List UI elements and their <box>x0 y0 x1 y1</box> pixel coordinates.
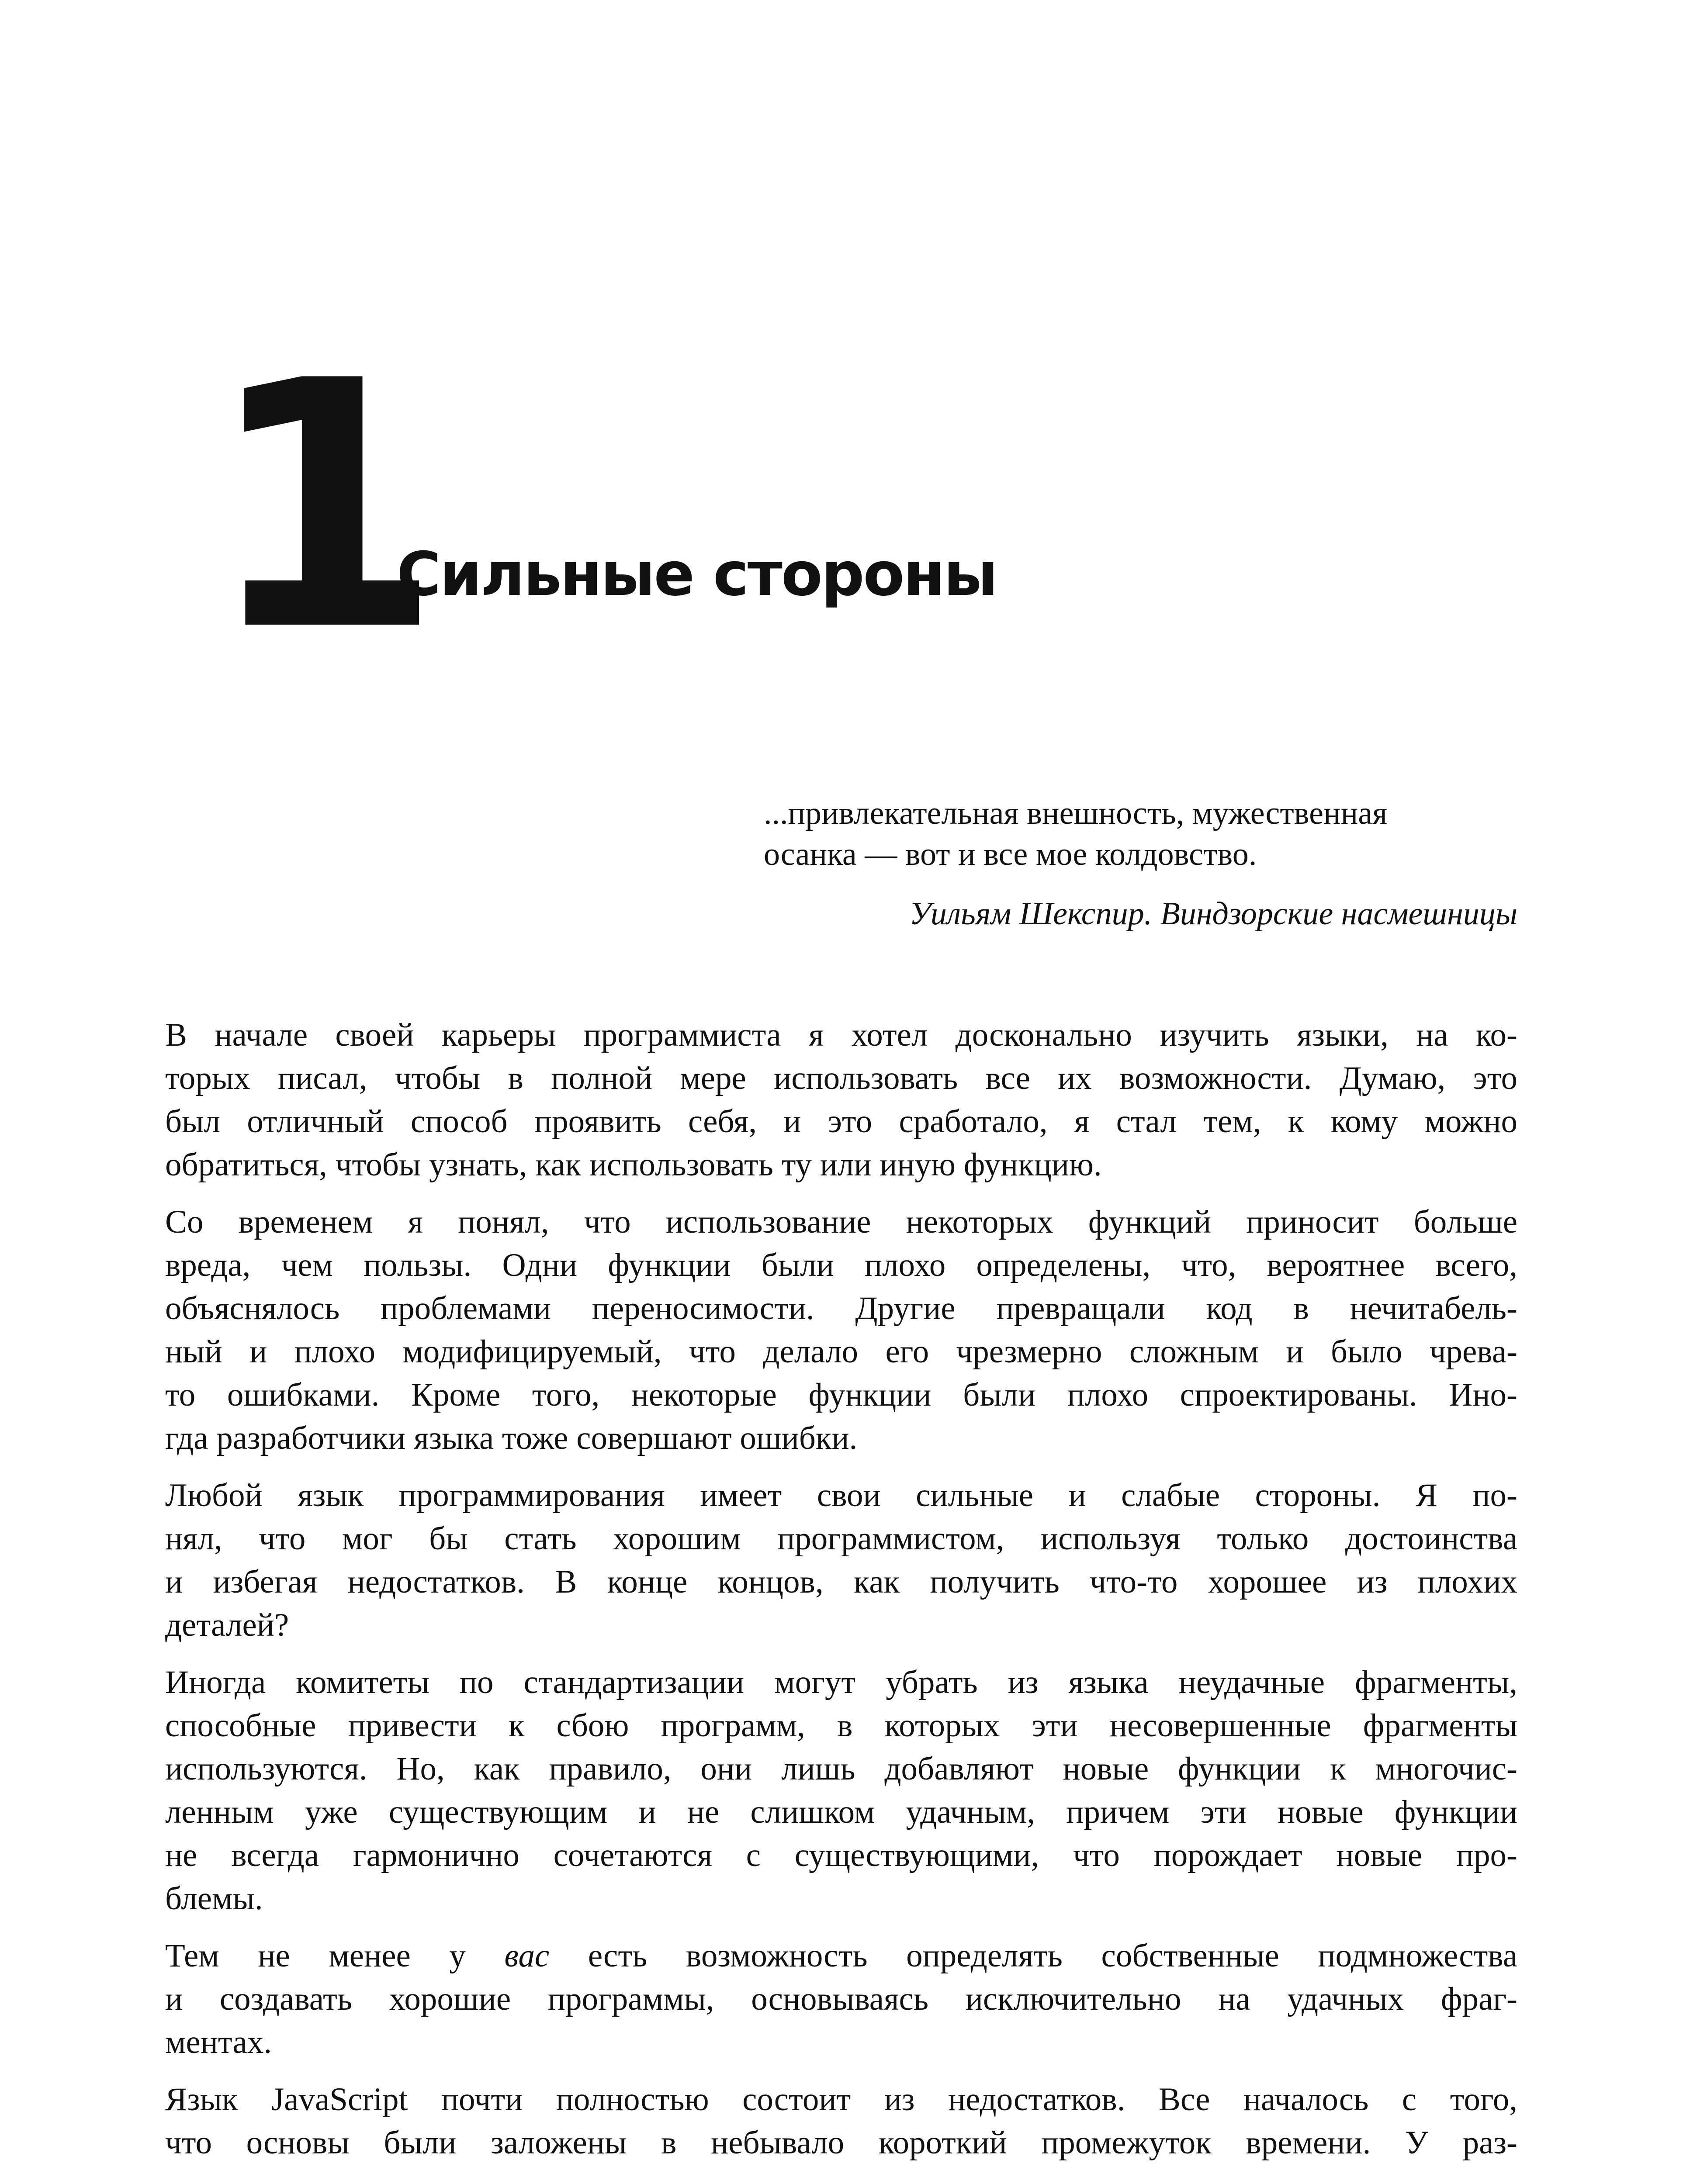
text-line: был отличный способ проявить себя, и это сработало, я стал тем, к кому можно <box>165 1103 1517 1140</box>
text-line: торых писал, чтобы в полной мере использовать все их возможности. Думаю, это <box>165 1060 1517 1096</box>
chapter-title: Сильные стороны <box>397 539 997 609</box>
text-line: вреда, чем пользы. Одни функции были плохо определены, что, вероятнее всего, <box>165 1247 1517 1283</box>
text-line: ментах. <box>165 2024 272 2060</box>
text-line: гда разработчики языка тоже совершают ошибки. <box>165 1420 858 1456</box>
paragraph <box>165 1474 1517 1647</box>
text-line: и избегая недостатков. В конце концов, как получить что-то хорошее из плохих <box>165 1564 1517 1600</box>
text-line: Иногда комитеты по стандартизации могут убрать из языка неудачные фрагменты, <box>165 1664 1517 1700</box>
paragraph <box>165 1661 1517 1920</box>
emphasis-text: вас <box>504 1938 550 1974</box>
chapter-number: 1 <box>205 308 434 705</box>
text-line: объяснялось проблемами переносимости. Другие превращали код в нечитабель- <box>165 1290 1517 1327</box>
text-line: В начале своей карьеры программиста я хотел досконально изучить языки, на ко- <box>165 1017 1517 1053</box>
text-line: ленным уже существующим и не слишком удачным, причем эти новые функции <box>165 1794 1517 1830</box>
text-line: и создавать хорошие программы, основываясь исключительно на удачных фраг- <box>165 1981 1517 2017</box>
epigraph-line: ...привлекательная внешность, мужественная <box>764 795 1388 831</box>
text-line <box>165 1934 1517 1977</box>
epigraph-attribution: Уильям Шекспир. Виндзорские насмешницы <box>909 896 1517 932</box>
text-line: то ошибками. Кроме того, некоторые функции были плохо спроектированы. Ино- <box>165 1377 1517 1413</box>
text-line: что основы были заложены в небывало короткий промежуток времени. У раз- <box>165 2125 1517 2161</box>
text-line: способные привести к сбою программ, в которых эти несовершенные фрагменты <box>165 1707 1517 1744</box>
paragraph <box>165 2078 1517 2164</box>
epigraph <box>764 793 1517 934</box>
text-line: обратиться, чтобы узнать, как использовать ту или иную функцию. <box>165 1147 1102 1183</box>
text-line: деталей? <box>165 1607 289 1643</box>
paragraph <box>165 1200 1517 1460</box>
text-line: Со временем я понял, что использование некоторых функций приносит больше <box>165 1204 1517 1240</box>
text-line: не всегда гармонично сочетаются с существующими, что порождает новые про- <box>165 1837 1517 1873</box>
text-line: блемы. <box>165 1880 263 1917</box>
text-line: ный и плохо модифицируемый, что делало его чрезмерно сложным и было чрева- <box>165 1334 1517 1370</box>
paragraph <box>165 1934 1517 2064</box>
epigraph-line: осанка — вот и все мое колдовство. <box>764 836 1257 872</box>
text-line: нял, что мог бы стать хорошим программистом, используя только достоинства <box>165 1521 1517 1557</box>
body-text <box>165 1013 1517 2178</box>
text-fragment: есть возможность определять собственные подмножества <box>549 1938 1517 1974</box>
text-line: используются. Но, как правило, они лишь добавляют новые функции к многочис- <box>165 1751 1517 1787</box>
text-fragment: Тем не менее у <box>165 1938 505 1974</box>
paragraph <box>165 1013 1517 1186</box>
text-line: Любой язык программирования имеет свои сильные и слабые стороны. Я по- <box>165 1477 1517 1514</box>
text-line: Язык JavaScript почти полностью состоит из недостатков. Все началось с того, <box>165 2081 1517 2118</box>
